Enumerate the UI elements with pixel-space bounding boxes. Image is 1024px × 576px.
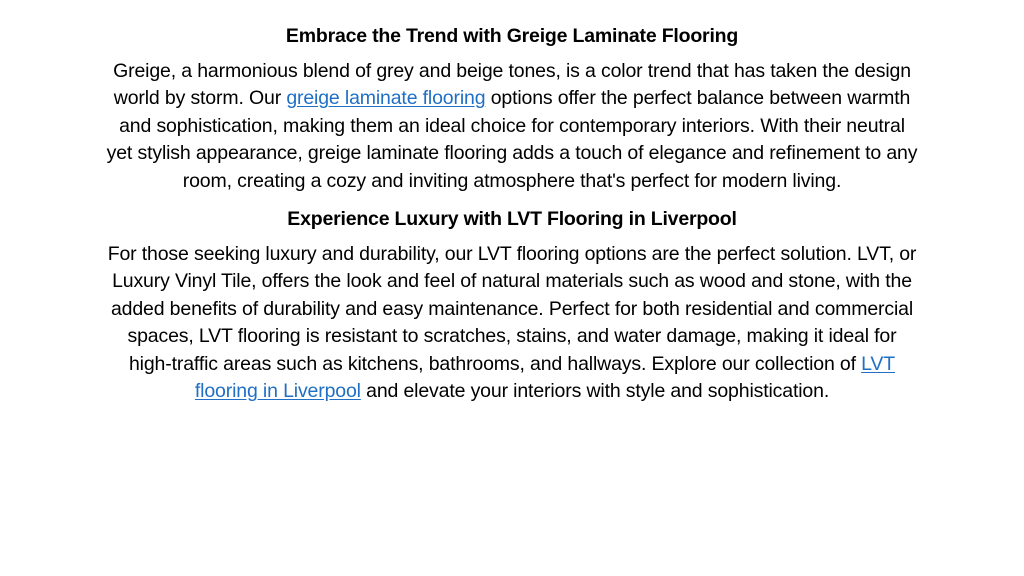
section-heading-lvt: Experience Luxury with LVT Flooring in Liverpool	[287, 208, 737, 231]
paragraph-text-before-link: Greige, a harmonious blend of grey and beige tones, is a color trend that has taken the design world by storm. Our	[113, 60, 911, 110]
paragraph-text-after-link: and elevate your interiors with style and sophistication.	[360, 380, 830, 403]
section-paragraph-lvt	[104, 241, 920, 405]
greige-laminate-flooring-link[interactable]: greige laminate flooring	[286, 87, 486, 110]
paragraph-text-after-link: options offer the perfect balance between warmth and sophistication, making them an ideal choice for contemporary interiors. With their neutral yet stylish appearance, greige laminate flooring adds a touch of elegance and refinement to any room, creating a cozy and inviting atmosphere that's perfect for modern living.	[106, 87, 918, 192]
slide-content	[104, 22, 920, 405]
section-heading-greige: Embrace the Trend with Greige Laminate Flooring	[285, 25, 739, 47]
section-paragraph-greige	[104, 58, 920, 195]
lvt-flooring-liverpool-link[interactable]: LVT flooring in Liverpool	[194, 352, 896, 403]
paragraph-text-before-link: For those seeking luxury and durability, our LVT flooring options are the perfect solution. LVT, or Luxury Vinyl Tile, offers the look and feel of natural materials such as wood and stone, with the added benefits of durability and easy maintenance. Perfect for both residential and commercial spaces, LVT flooring is resistant to scratches, stains, and water damage, making it ideal for high-traffic areas such as kitchens, bathrooms, and hallways. Explore our collection of	[107, 243, 917, 375]
